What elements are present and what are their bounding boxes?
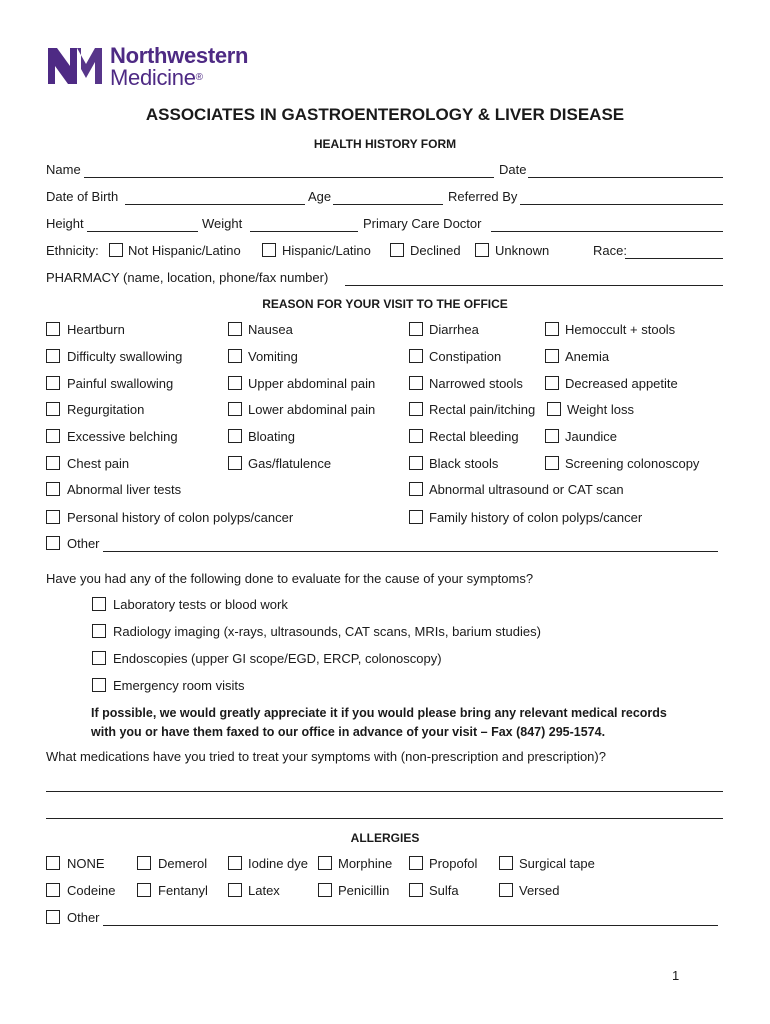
ethnicity-not-hispanic-checkbox[interactable] — [109, 243, 123, 257]
ethnicity-hispanic-label: Hispanic/Latino — [282, 243, 371, 258]
allergy-surgical-tape-checkbox[interactable] — [499, 856, 513, 870]
radiology-imaging-label: Radiology imaging (x-rays, ultrasounds, CAT scans, MRIs, barium studies) — [113, 624, 541, 639]
rectal-pain-checkbox[interactable] — [409, 402, 423, 416]
anemia-checkbox[interactable] — [545, 349, 559, 363]
date-label: Date — [499, 162, 527, 177]
allergy-latex-checkbox[interactable] — [228, 883, 242, 897]
allergy-versed-label: Versed — [519, 883, 560, 898]
referred-by-label: Referred By — [448, 189, 518, 204]
evaluation-question: Have you had any of the following done to evaluate for the cause of your symptoms? — [46, 571, 534, 586]
allergy-sulfa-label: Sulfa — [429, 883, 459, 898]
race-field[interactable] — [625, 258, 723, 259]
constipation-checkbox[interactable] — [409, 349, 423, 363]
weight-field[interactable] — [250, 231, 358, 232]
bloating-label: Bloating — [248, 429, 295, 444]
reason-other-label: Other — [67, 536, 100, 551]
medications-field-2[interactable] — [46, 818, 723, 819]
ethnicity-not-hispanic-label: Not Hispanic/Latino — [128, 243, 241, 258]
page-number: 1 — [672, 968, 680, 983]
narrowed-stools-label: Narrowed stools — [429, 376, 523, 391]
form-title: ASSOCIATES IN GASTROENTEROLOGY & LIVER DISEASE — [145, 105, 625, 124]
allergy-versed-checkbox[interactable] — [499, 883, 513, 897]
chest-pain-label: Chest pain — [67, 456, 130, 471]
records-note-line1: If possible, we would greatly appreciate it if you would please bring any relevant medical records — [91, 706, 667, 720]
abnormal-liver-tests-label: Abnormal liver tests — [67, 482, 182, 497]
vomiting-checkbox[interactable] — [228, 349, 242, 363]
painful-swallowing-label: Painful swallowing — [67, 376, 174, 391]
diarrhea-checkbox[interactable] — [409, 322, 423, 336]
allergy-propofol-checkbox[interactable] — [409, 856, 423, 870]
rectal-bleeding-label: Rectal bleeding — [429, 429, 519, 444]
allergy-fentanyl-checkbox[interactable] — [137, 883, 151, 897]
rectal-bleeding-checkbox[interactable] — [409, 429, 423, 443]
dob-label: Date of Birth — [46, 189, 119, 204]
er-visits-checkbox[interactable] — [92, 678, 106, 692]
age-field[interactable] — [333, 204, 443, 205]
abnormal-ultrasound-checkbox[interactable] — [409, 482, 423, 496]
allergy-penicillin-checkbox[interactable] — [318, 883, 332, 897]
allergy-surgical-tape-label: Surgical tape — [519, 856, 595, 871]
lab-tests-label: Laboratory tests or blood work — [113, 597, 288, 612]
age-label: Age — [308, 189, 332, 204]
allergy-other-field[interactable] — [103, 925, 718, 926]
black-stools-checkbox[interactable] — [409, 456, 423, 470]
allergy-iodine-dye-label: Iodine dye — [248, 856, 308, 871]
ethnicity-hispanic-checkbox[interactable] — [262, 243, 276, 257]
regurgitation-label: Regurgitation — [67, 402, 145, 417]
bloating-checkbox[interactable] — [228, 429, 242, 443]
decreased-appetite-label: Decreased appetite — [565, 376, 678, 391]
weight-label: Weight — [202, 216, 243, 231]
allergy-other-checkbox[interactable] — [46, 910, 60, 924]
family-history-polyps-label: Family history of colon polyps/cancer — [429, 510, 643, 525]
reason-other-field[interactable] — [103, 551, 718, 552]
ethnicity-declined-checkbox[interactable] — [390, 243, 404, 257]
endoscopies-label: Endoscopies (upper GI scope/EGD, ERCP, colonoscopy) — [113, 651, 442, 666]
logo-text-medicine-word: Medicine — [110, 65, 196, 90]
height-field[interactable] — [87, 231, 198, 232]
medications-question: What medications have you tried to treat your symptoms with (non-prescription and prescription)? — [46, 749, 606, 764]
registered-mark: ® — [195, 72, 203, 83]
jaundice-label: Jaundice — [565, 429, 618, 444]
allergy-demerol-checkbox[interactable] — [137, 856, 151, 870]
upper-abdominal-pain-label: Upper abdominal pain — [248, 376, 376, 391]
endoscopies-checkbox[interactable] — [92, 651, 106, 665]
lower-abdominal-pain-label: Lower abdominal pain — [248, 402, 376, 417]
pharmacy-field[interactable] — [345, 285, 723, 286]
anemia-label: Anemia — [565, 349, 610, 364]
name-label: Name — [46, 162, 81, 177]
painful-swallowing-checkbox[interactable] — [46, 376, 60, 390]
family-history-polyps-checkbox[interactable] — [409, 510, 423, 524]
pcp-field[interactable] — [491, 231, 723, 232]
race-label: Race: — [593, 243, 627, 258]
radiology-imaging-checkbox[interactable] — [92, 624, 106, 638]
name-field[interactable] — [84, 177, 494, 178]
logo-text-medicine — [110, 67, 203, 89]
allergy-morphine-checkbox[interactable] — [318, 856, 332, 870]
allergy-latex-label: Latex — [248, 883, 280, 898]
weight-loss-label: Weight loss — [567, 402, 634, 417]
constipation-label: Constipation — [429, 349, 502, 364]
gas-flatulence-label: Gas/flatulence — [248, 456, 332, 471]
excessive-belching-checkbox[interactable] — [46, 429, 60, 443]
form-subtitle: HEALTH HISTORY FORM — [313, 137, 457, 151]
allergy-fentanyl-label: Fentanyl — [158, 883, 208, 898]
pcp-label: Primary Care Doctor — [363, 216, 482, 231]
lab-tests-checkbox[interactable] — [92, 597, 106, 611]
allergies-heading: ALLERGIES — [350, 831, 420, 845]
gas-flatulence-checkbox[interactable] — [228, 456, 242, 470]
dob-field[interactable] — [125, 204, 305, 205]
abnormal-ultrasound-label: Abnormal ultrasound or CAT scan — [429, 482, 624, 497]
logo-text-northwestern: Northwestern — [110, 43, 249, 68]
jaundice-checkbox[interactable] — [545, 429, 559, 443]
allergy-sulfa-checkbox[interactable] — [409, 883, 423, 897]
allergy-penicillin-label: Penicillin — [338, 883, 390, 898]
nausea-label: Nausea — [248, 322, 293, 337]
screening-colonoscopy-label: Screening colonoscopy — [565, 456, 700, 471]
allergy-demerol-label: Demerol — [158, 856, 208, 871]
nausea-checkbox[interactable] — [228, 322, 242, 336]
pharmacy-label: PHARMACY (name, location, phone/fax number) — [46, 270, 329, 285]
upper-abdominal-pain-checkbox[interactable] — [228, 376, 242, 390]
height-label: Height — [46, 216, 84, 231]
chest-pain-checkbox[interactable] — [46, 456, 60, 470]
heartburn-label: Heartburn — [67, 322, 125, 337]
allergy-iodine-dye-checkbox[interactable] — [228, 856, 242, 870]
allergy-none-label: NONE — [67, 856, 105, 871]
ethnicity-label: Ethnicity: — [46, 243, 99, 258]
screening-colonoscopy-checkbox[interactable] — [545, 456, 559, 470]
regurgitation-checkbox[interactable] — [46, 402, 60, 416]
narrowed-stools-checkbox[interactable] — [409, 376, 423, 390]
medications-field-1[interactable] — [46, 791, 723, 792]
heartburn-checkbox[interactable] — [46, 322, 60, 336]
allergy-none-checkbox[interactable] — [46, 856, 60, 870]
reason-heading: REASON FOR YOUR VISIT TO THE OFFICE — [262, 297, 508, 311]
difficulty-swallowing-label: Difficulty swallowing — [67, 349, 183, 364]
records-note-line2: with you or have them faxed to our office in advance of your visit – Fax (847) 295-1574. — [91, 725, 606, 739]
allergy-codeine-checkbox[interactable] — [46, 883, 60, 897]
reason-other-checkbox[interactable] — [46, 536, 60, 550]
northwestern-medicine-logo-mark — [46, 46, 104, 86]
lower-abdominal-pain-checkbox[interactable] — [228, 402, 242, 416]
er-visits-label: Emergency room visits — [113, 678, 245, 693]
date-field[interactable] — [528, 177, 723, 178]
diarrhea-label: Diarrhea — [429, 322, 479, 337]
allergy-codeine-label: Codeine — [67, 883, 116, 898]
abnormal-liver-tests-checkbox[interactable] — [46, 482, 60, 496]
rectal-pain-label: Rectal pain/itching — [429, 402, 536, 417]
hemoccult-stools-label: Hemoccult + stools — [565, 322, 676, 337]
hemoccult-stools-checkbox[interactable] — [545, 322, 559, 336]
decreased-appetite-checkbox[interactable] — [545, 376, 559, 390]
weight-loss-checkbox[interactable] — [547, 402, 561, 416]
ethnicity-unknown-checkbox[interactable] — [475, 243, 489, 257]
difficulty-swallowing-checkbox[interactable] — [46, 349, 60, 363]
black-stools-label: Black stools — [429, 456, 499, 471]
personal-history-polyps-checkbox[interactable] — [46, 510, 60, 524]
excessive-belching-label: Excessive belching — [67, 429, 178, 444]
allergy-morphine-label: Morphine — [338, 856, 393, 871]
ethnicity-unknown-label: Unknown — [495, 243, 550, 258]
personal-history-polyps-label: Personal history of colon polyps/cancer — [67, 510, 294, 525]
vomiting-label: Vomiting — [248, 349, 298, 364]
referred-by-field[interactable] — [520, 204, 723, 205]
allergy-other-label: Other — [67, 910, 100, 925]
ethnicity-declined-label: Declined — [410, 243, 461, 258]
allergy-propofol-label: Propofol — [429, 856, 478, 871]
